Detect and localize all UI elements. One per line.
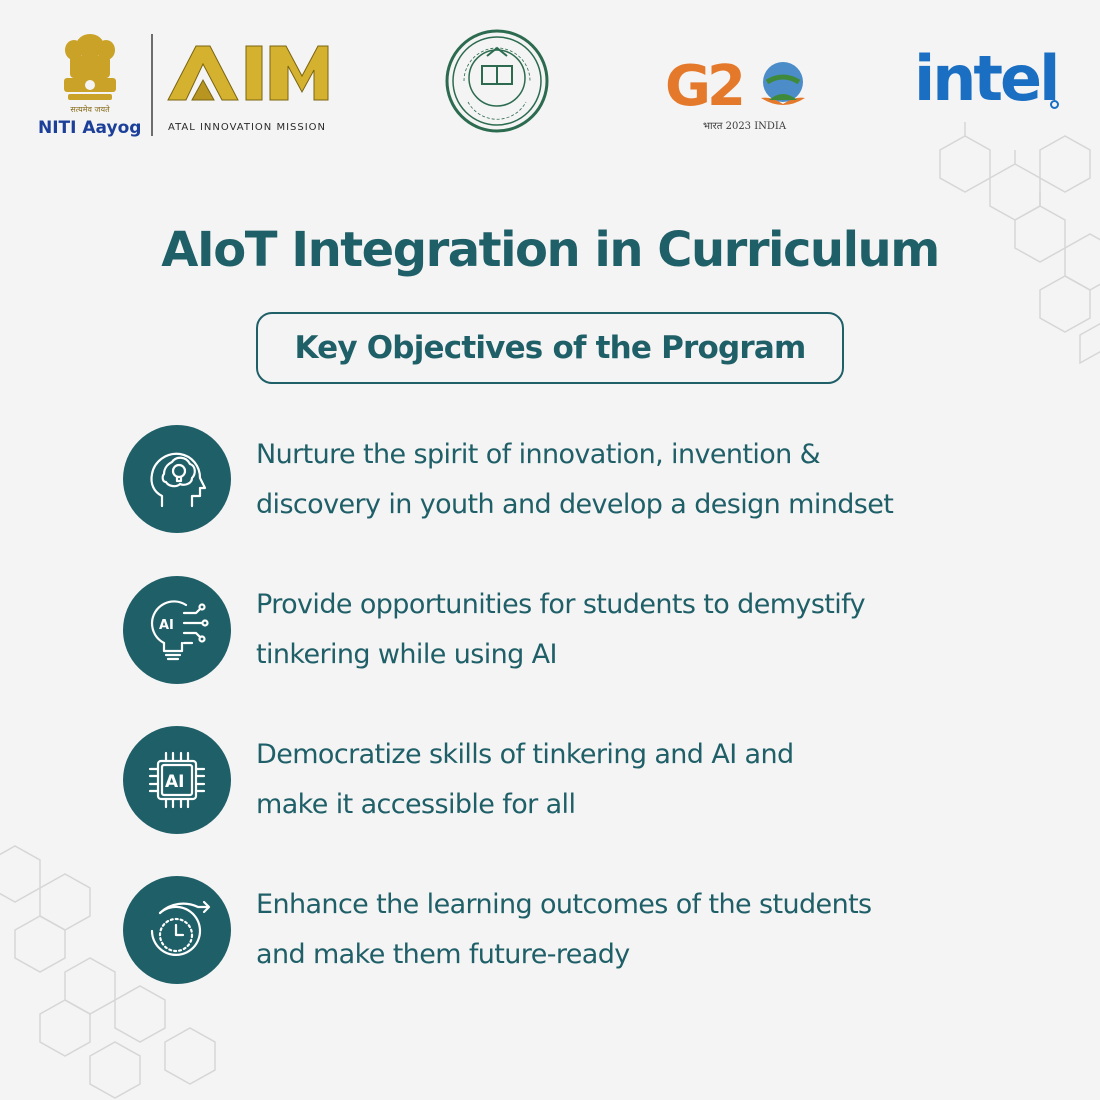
atal-innovation-mission-logo [162,36,332,136]
g20-mark-icon [665,50,825,120]
g20-subtitle: भारत 2023 INDIA [703,121,787,132]
ai-bulb-circuit-icon [123,576,231,684]
objective-text-2: Provide opportunities for students to demystify tinkering while using AI [256,589,865,670]
objective-text-1: Nurture the spirit of innovation, invention & discovery in youth and develop a design mindset [256,439,894,520]
svg-text:G2: G2 [665,54,742,119]
national-emblem-icon [30,26,150,118]
intel-registered-mark [1050,100,1059,109]
niti-aayog-label: NITI Aayog [38,118,142,138]
intel-logo: intel [914,42,1058,115]
aim-subtitle: ATAL INNOVATION MISSION [168,122,327,133]
section-subtitle: Key Objectives of the Program [294,330,806,366]
objective-text-4: Enhance the learning outcomes of the students and make them future-ready [256,889,872,970]
ai-chip-icon [123,726,231,834]
clock-arrow-icon [123,876,231,984]
section-subtitle-box [256,312,844,384]
brain-lightbulb-icon [123,425,231,533]
logo-divider [151,34,153,136]
cbse-seal-icon [442,26,552,136]
aim-mark-icon [162,36,332,116]
svg-text:सत्यमेव जयते: सत्यमेव जयते [70,105,110,114]
objective-text-3: Democratize skills of tinkering and AI and make it accessible for all [256,739,794,820]
svg-text:AI: AI [159,618,174,633]
g20-logo [665,50,825,140]
page-title: AIoT Integration in Curriculum [161,222,939,278]
svg-text:AI: AI [165,772,185,792]
niti-aayog-logo [30,26,150,138]
cbse-seal-logo [442,26,552,136]
